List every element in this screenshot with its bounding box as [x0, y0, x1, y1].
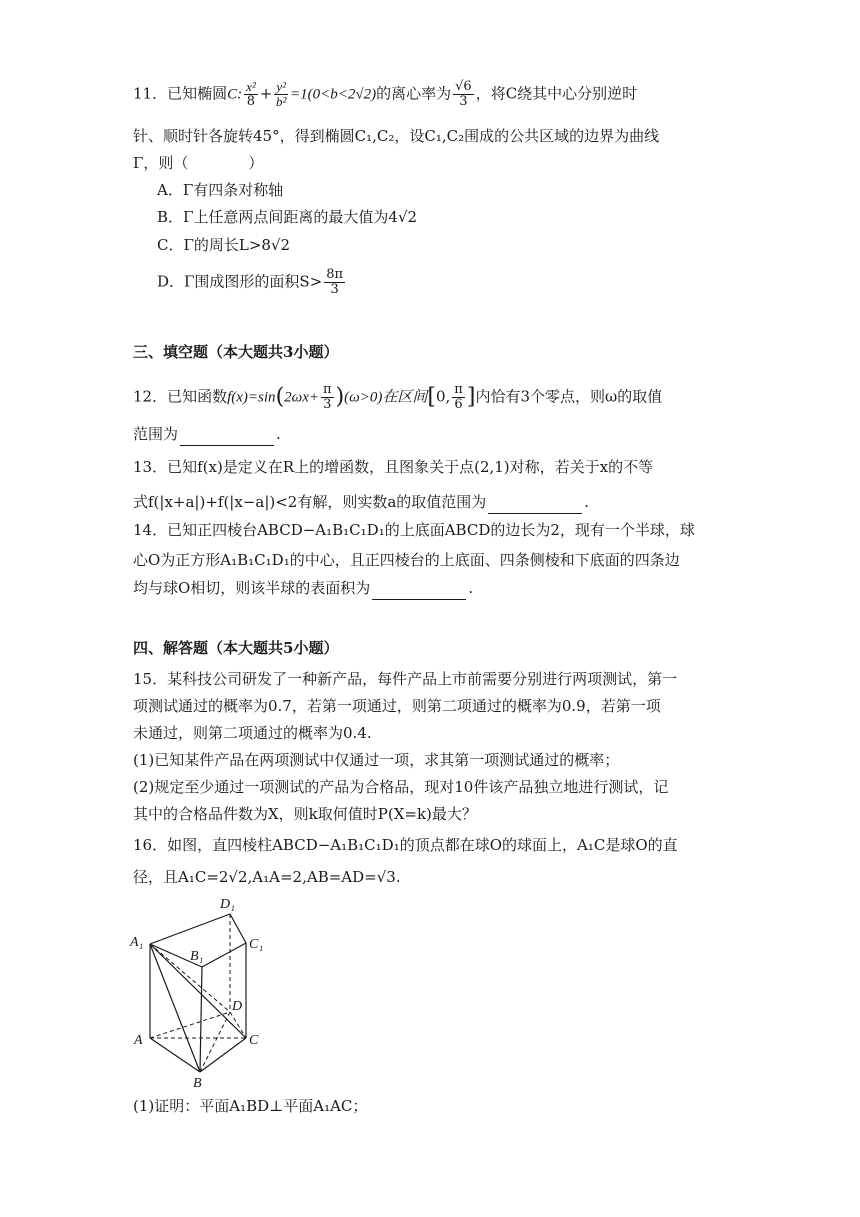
prism-figure: [128, 890, 278, 1090]
q11-ecc-den: 3: [459, 94, 468, 109]
q11-frac-x-num: x²: [246, 79, 256, 94]
q12-function: f(x)=sin: [227, 389, 276, 406]
edge-A1-D1: [150, 914, 230, 944]
label-B: B: [193, 1076, 202, 1090]
q11-option-d-den: 3: [330, 282, 339, 297]
q11-number: 11．: [133, 84, 168, 103]
q11-line1: 11．已知椭圆C: $\frac{\text{x²}}{8}$ + $\frac{\text{y²}}{\text{b²}}$ =1(0<b<2√2)的离心率为 $\frac{√6}{3}$ ，将C绕其中心分别逆时: [133, 79, 638, 109]
q11-text-mid: 的离心率为: [376, 84, 452, 103]
q15-line3: 未通过，则第二项通过的概率为0.4.: [133, 724, 372, 742]
q12-argument: 2ωx+: [284, 389, 320, 406]
q14-answer-blank[interactable]: [372, 583, 466, 600]
q12-line1: 12．已知函数f(x)=sin(2ωx+ $\frac{\pi}{3}$ )(ω>0)在区间[0, $\frac{\pi}{6}$ ]内恰有3个零点，则ω的取值: [133, 382, 663, 412]
section-answer-title: 四、解答题（本大题共5小题）: [133, 639, 339, 657]
edge-B-C: [200, 1038, 246, 1072]
q15-part2-line1: (2)规定至少通过一项测试的产品为合格品，现对10件该产品独立地进行测试，记: [133, 778, 669, 796]
q11-option-d-frac: [324, 268, 345, 297]
q16-line1: 16．如图，直四棱柱ABCD−A₁B₁C₁D₁的顶点都在球O的球面上，A₁C是球O的直: [133, 836, 678, 854]
q11-option-a: A．Γ有四条对称轴: [157, 181, 284, 199]
q13-answer-blank[interactable]: [488, 497, 582, 514]
q11-option-d-text: D．Γ围成图形的面积S>: [157, 272, 323, 291]
q11-frac-x: [244, 80, 258, 109]
q12-pi-3-num: π: [323, 382, 332, 397]
q11-option-d-num: 8π: [326, 267, 344, 282]
label-B1: B₁: [190, 949, 204, 964]
q12-pi-6-den: 6: [454, 397, 463, 412]
q11-option-d: [157, 268, 753, 297]
q12-pi-6: [452, 383, 465, 412]
q12-condition: (ω>0)在区间: [344, 389, 428, 406]
q13-line2: [133, 490, 729, 514]
q12-answer-blank[interactable]: [180, 429, 274, 446]
q13-line1: 13．已知f(x)是定义在R上的增函数，且图象关于点(2,1)对称，若关于x的不等: [133, 458, 654, 476]
segment-B-D: [200, 1012, 230, 1072]
q12-pi-3-den: 3: [323, 397, 332, 412]
q11-frac-y-den: b²: [275, 94, 287, 109]
q15-part2-line2: 其中的合格品件数为X，则k取何值时P(X=k)最大？: [133, 805, 477, 823]
q12-line2-text: 范围为: [133, 425, 179, 443]
q11-text: 已知椭圆: [167, 84, 228, 103]
q15-part1: (1)已知某件产品在两项测试中仅通过一项，求其第一项测试通过的概率；: [133, 751, 620, 769]
q11-ecc: [453, 80, 474, 109]
q12-number: 12．: [133, 387, 168, 406]
edge-D1-C1: [230, 914, 246, 943]
q15-line1: 15．某科技公司研发了一种新产品，每件产品上市前需要分别进行两项测试，第一: [133, 670, 678, 688]
q11-eq-lhs: C:: [227, 86, 243, 103]
q14-line2: 心O为正方形A₁B₁C₁D₁的中心，且正四棱台的上底面、四条侧棱和下底面的四条边: [133, 551, 680, 569]
q16-part1: (1)证明：平面A₁BD⊥平面A₁AC；: [133, 1097, 368, 1115]
label-D1: D₁: [220, 897, 235, 912]
q11-frac-x-den: 8: [246, 94, 256, 109]
q14-line3: [133, 576, 729, 600]
q11-option-c: C．Γ的周长L>8√2: [157, 236, 291, 254]
q11-condition: =1(0<b<2√2): [290, 86, 377, 103]
q11-line2: 针、顺时针各旋转45°，得到椭圆C₁,C₂，设C₁,C₂围成的公共区域的边界为曲线: [133, 127, 660, 145]
label-A1: A₁: [130, 935, 144, 950]
q14-period: .: [468, 579, 474, 597]
edge-A-B: [150, 1038, 200, 1072]
q16-line2: 径，且A₁C=2√2,A₁A=2,AB=AD=√3.: [133, 868, 401, 886]
q11-text-tail: ，将C绕其中心分别逆时: [475, 84, 638, 103]
edge-B1-C1: [202, 943, 246, 967]
q11-ecc-num: √6: [455, 79, 472, 94]
q14-line1: 14．已知正四棱台ABCD−A₁B₁C₁D₁的上底面ABCD的边长为2，现有一个半球，球: [133, 521, 695, 539]
q12-pi-3: [321, 383, 334, 412]
section-fill-in-title: 三、填空题（本大题共3小题）: [133, 343, 339, 361]
q12-interval-left: 0,: [435, 387, 451, 406]
q13-line2-text: 式f(|x+a|)+f(|x−a|)<2有解，则实数a的取值范围为: [133, 493, 487, 511]
q12-line2: [133, 422, 729, 446]
q11-line3: Γ，则（ ）: [133, 154, 264, 172]
label-D: D: [232, 999, 243, 1014]
q14-line3-text: 均与球O相切，则该半球的表面积为: [133, 579, 371, 597]
q12-text-tail: 内恰有3个零点，则ω的取值: [475, 387, 663, 406]
q12-text: 已知函数: [167, 387, 228, 406]
q15-line2: 项测试通过的概率为0.7，若第一项通过，则第二项通过的概率为0.9，若第一项: [133, 697, 661, 715]
q12-period: .: [276, 425, 281, 443]
q11-frac-y: [274, 80, 288, 109]
q13-period: .: [584, 493, 590, 511]
q11-option-b: B．Γ上任意两点间距离的最大值为4√2: [157, 208, 418, 226]
label-A: A: [134, 1033, 143, 1048]
label-C: C: [249, 1033, 259, 1048]
edge-A-D: [150, 1012, 230, 1038]
label-C1: C₁: [249, 937, 264, 952]
q12-pi-6-num: π: [454, 382, 463, 397]
q11-frac-y-num: y²: [276, 79, 287, 94]
edge-B1-B: [200, 967, 202, 1072]
